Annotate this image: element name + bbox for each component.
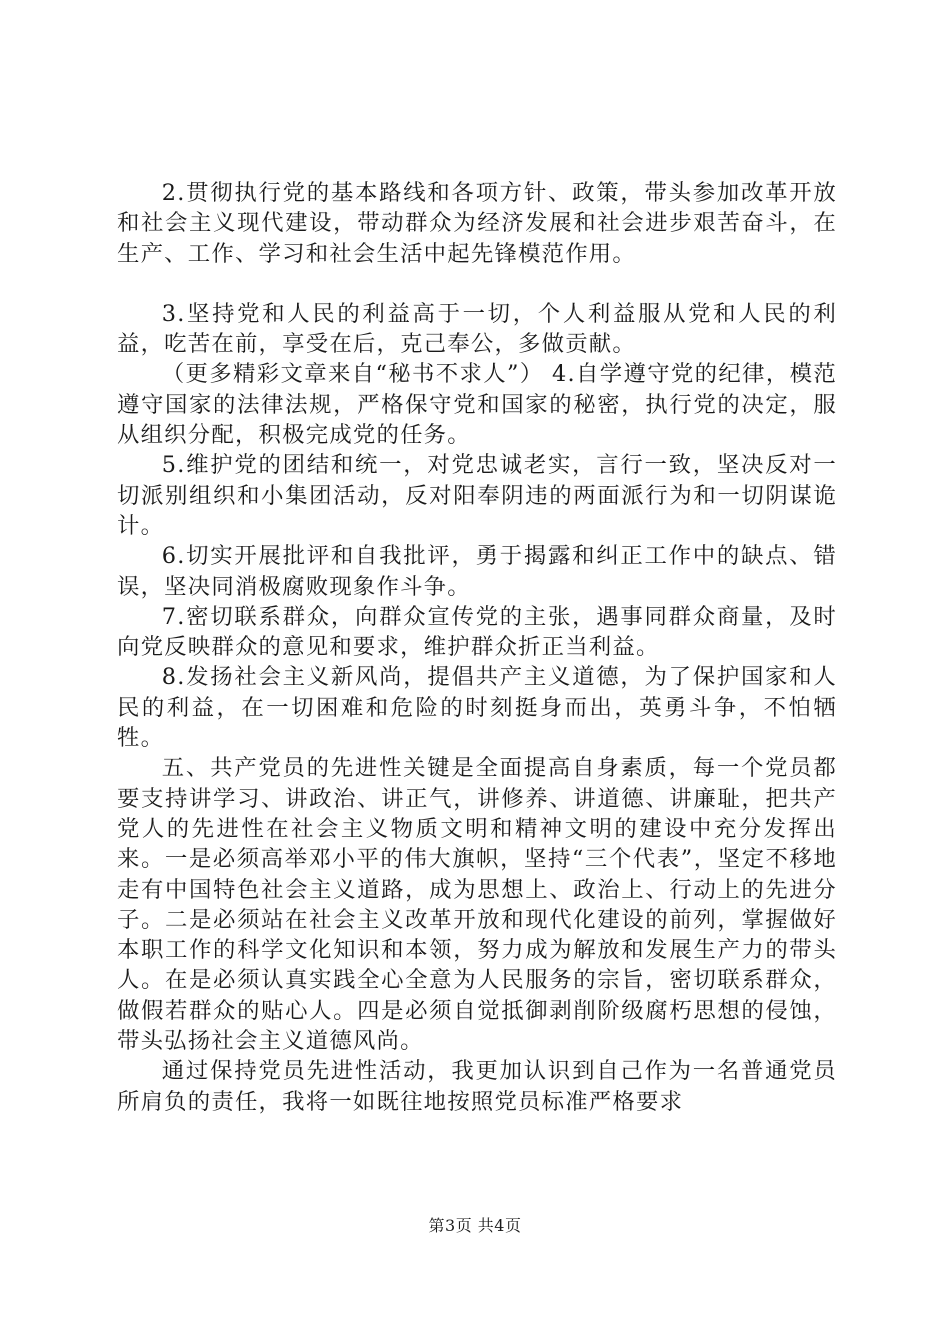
paragraph-item-6: 6.切实开展批评和自我批评，勇于揭露和纠正工作中的缺点、错误，坚决同消极腐败现象作斗争。 [117,543,837,600]
document-body [117,178,837,1117]
paragraph-item-3: 3.坚持党和人民的利益高于一切，个人利益服从党和人民的利益，吃苦在前，享受在后，克己奉公，多做贡献。 [117,300,837,358]
paragraph-item-4: （更多精彩文章来自“秘书不求人”） 4.自学遵守党的纪律，模范遵守国家的法律法规，严格保守党和国家的秘密，执行党的决定，服从组织分配，积极完成党的任务。 [117,361,837,449]
paragraph-item-8: 8.发扬社会主义新风尚，提倡共产主义道德，为了保护国家和人民的利益，在一切困难和危险的时刻挺身而出，英勇斗争，不怕牺牲。 [117,664,837,752]
paragraph-item-7: 7.密切联系群众，向群众宣传党的主张，遇事同群众商量，及时向党反映群众的意见和要求，维护群众折正当利益。 [117,603,837,661]
paragraph-item-2: 2.贯彻执行党的基本路线和各项方针、政策，带头参加改革开放和社会主义现代建设，带动群众为经济发展和社会进步艰苦奋斗，在生产、工作、学习和社会生活中起先锋模范作用。 [117,180,837,267]
page-number-label: 第3页 共4页 [428,1216,522,1235]
paragraph-conclusion: 通过保持党员先进性活动，我更加认识到自己作为一名普通党员所肩负的责任，我将一如既往地按照党员标准严格要求 [117,1058,837,1115]
paragraph-item-5: 5.维护党的团结和统一，对党忠诚老实，言行一致，坚决反对一切派别组织和小集团活动，反对阳奉阴违的两面派行为和一切阴谋诡计。 [117,452,837,539]
page-footer [0,1216,950,1236]
paragraph-section-five: 五、共产党员的先进性关键是全面提高自身素质，每一个党员都要支持讲学习、讲政治、讲正气，讲修养、讲道德、讲廉耻，把共产党人的先进性在社会主义物质文明和精神文明的建设中充分发挥出来。一是必须高举邓小平的伟大旗帜，坚持“三个代表”，坚定不移地走有中国特色社会主义道路，成为思想上、政治上、行动上的先进分子。二是必须站在社会主义改革开放和现代化建设的前列，掌握做好本职工作的科学文化知识和本领，努力成为解放和发展生产力的带头人。在是必须认真实践全心全意为人民服务的宗旨，密切联系群众，做假若群众的贴心人。四是必须自觉抵御剥削阶级腐朽思想的侵蚀，带头弘扬社会主义道德风尚。 [117,755,837,1055]
